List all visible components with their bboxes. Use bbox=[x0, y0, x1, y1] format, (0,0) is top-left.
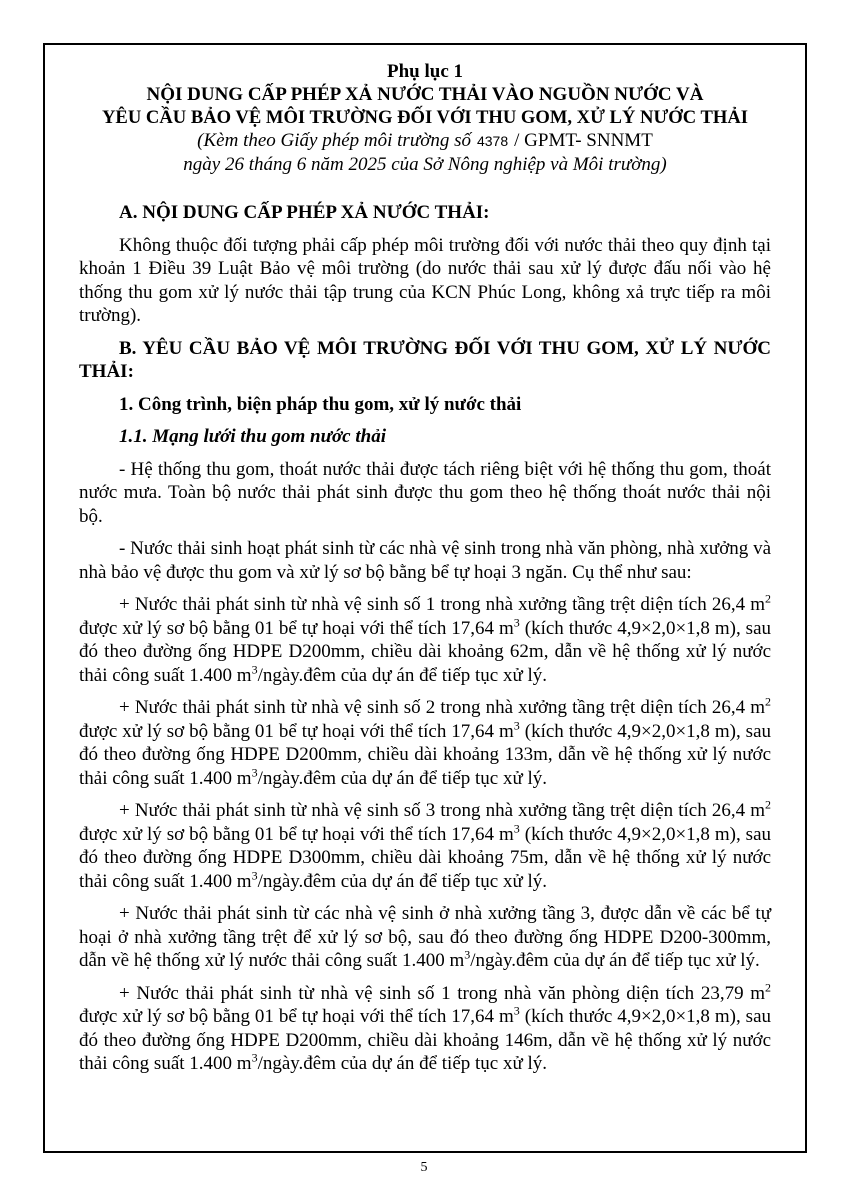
document-header bbox=[79, 60, 771, 176]
p4-part-d: /ngày.đêm của dự án để tiếp tục xử lý. bbox=[257, 767, 548, 789]
paragraph-3 bbox=[79, 593, 771, 687]
p6-part-b: /ngày.đêm của dự án để tiếp tục xử lý. bbox=[470, 950, 760, 971]
appendix-label: Phụ lục 1 bbox=[386, 61, 464, 82]
sup-2: 2 bbox=[765, 797, 771, 812]
p3-part-d: /ngày.đêm của dự án để tiếp tục xử lý. bbox=[257, 664, 548, 686]
sup-3: 3 bbox=[251, 662, 258, 677]
sup-2: 2 bbox=[765, 694, 771, 709]
p7-part-d: /ngày.đêm của dự án để tiếp tục xử lý. bbox=[257, 1053, 548, 1074]
p3-part-a: + Nước thải phát sinh từ nhà vệ sinh số 1 trong nhà xưởng tầng trệt diện tích 26,4 m bbox=[119, 594, 765, 615]
p7-part-b: được xử lý sơ bộ bằng 01 bể tự hoại với thể tích 17,64 m bbox=[79, 1006, 514, 1027]
title-line-1: NỘI DUNG CẤP PHÉP XẢ NƯỚC THẢI VÀO NGUỒN NƯỚC VÀ bbox=[146, 84, 704, 105]
p3-part-c: (kích thước 4,9×2,0×1,8 m), sau đó theo đường ống HDPE D200mm, chiều dài khoảng 62m, dẫn về hệ thống xử lý nước thải công suất 1.400 m bbox=[79, 617, 771, 686]
page-number: 5 bbox=[420, 1160, 428, 1175]
sup-3: 3 bbox=[513, 821, 520, 836]
date-line: ngày 26 tháng 6 năm 2025 của Sở Nông nghiệp và Môi trường) bbox=[183, 154, 667, 175]
sup-2: 2 bbox=[765, 980, 771, 995]
sup-3: 3 bbox=[251, 868, 258, 883]
section-a-heading: A. NỘI DUNG CẤP PHÉP XẢ NƯỚC THẢI: bbox=[119, 202, 490, 223]
paragraph-5 bbox=[79, 799, 771, 893]
title-line-2: YÊU CẦU BẢO VỆ MÔI TRƯỜNG ĐỐI VỚI THU GOM, XỬ LÝ NƯỚC THẢI bbox=[101, 107, 748, 128]
paragraph-2: - Nước thải sinh hoạt phát sinh từ các nhà vệ sinh trong nhà văn phòng, nhà xưởng và nhà bảo vệ được thu gom và xử lý sơ bộ bằng bể tự hoại 3 ngăn. Cụ thể như sau: bbox=[79, 538, 771, 583]
section-a-text: Không thuộc đối tượng phải cấp phép môi trường đối với nước thải theo quy định tại khoản 1 Điều 39 Luật Bảo vệ môi trường (do nước thải sau xử lý được đấu nối vào hệ thống thu gom xử lý nước thải tập trung của KCN Phúc Long, không xả trực tiếp ra môi trường). bbox=[79, 234, 771, 326]
p5-part-a: + Nước thải phát sinh từ nhà vệ sinh số 3 trong nhà xưởng tầng trệt diện tích 26,4 m bbox=[119, 800, 765, 821]
document-body bbox=[79, 60, 771, 1085]
p4-part-a: + Nước thải phát sinh từ nhà vệ sinh số 2 trong nhà xưởng tầng trệt diện tích 26,4 m bbox=[119, 697, 765, 718]
paragraph-4 bbox=[79, 696, 771, 790]
sup-3: 3 bbox=[251, 1050, 258, 1065]
ref-suffix: / GPMT- SNNMT bbox=[514, 130, 653, 151]
p5-part-b: được xử lý sơ bộ bằng 01 bể tự hoại với thể tích 17,64 m bbox=[79, 823, 514, 845]
subsection-1-1-heading: 1.1. Mạng lưới thu gom nước thải bbox=[119, 426, 386, 447]
p4-part-b: được xử lý sơ bộ bằng 01 bể tự hoại với thể tích 17,64 m bbox=[79, 720, 514, 742]
ref-number: 4378 bbox=[476, 133, 509, 149]
paragraph-7 bbox=[79, 982, 771, 1076]
p5-part-c: (kích thước 4,9×2,0×1,8 m), sau đó theo đường ống HDPE D300mm, chiều dài khoảng 75m, dẫn về hệ thống xử lý nước thải công suất 1.400 m bbox=[79, 823, 771, 892]
p5-part-d: /ngày.đêm của dự án để tiếp tục xử lý. bbox=[257, 870, 548, 892]
reference-line bbox=[79, 129, 771, 153]
paragraph-6 bbox=[79, 902, 771, 973]
sup-3: 3 bbox=[251, 765, 258, 780]
sup-3: 3 bbox=[513, 615, 520, 630]
p7-part-c: (kích thước 4,9×2,0×1,8 m), sau đó theo đường ống HDPE D200mm, chiều dài khoảng 146m, dẫn về hệ thống xử lý nước thải công suất 1.400 m bbox=[79, 1006, 771, 1074]
ref-prefix: (Kèm theo Giấy phép môi trường số bbox=[197, 130, 471, 151]
p6-part-a: + Nước thải phát sinh từ các nhà vệ sinh ở nhà xưởng tầng 3, được dẫn về các bể tự hoại ở nhà xưởng tầng trệt để xử lý sơ bộ, sau đó theo đường ống HDPE D200-300mm, dẫn về hệ thống xử lý nước thải công suất 1.400 m bbox=[79, 903, 771, 971]
sup-3: 3 bbox=[464, 947, 471, 962]
subsection-1-heading: 1. Công trình, biện pháp thu gom, xử lý nước thải bbox=[119, 393, 522, 415]
sup-2: 2 bbox=[765, 591, 771, 606]
sup-3: 3 bbox=[513, 718, 520, 733]
document-text bbox=[79, 201, 771, 1076]
sup-3: 3 bbox=[513, 1003, 520, 1018]
paragraph-1: - Hệ thống thu gom, thoát nước thải được tách riêng biệt với hệ thống thu gom, thoát nước mưa. Toàn bộ nước thải phát sinh được thu gom theo hệ thống thoát nước thải nội bộ. bbox=[79, 458, 771, 527]
p4-part-c: (kích thước 4,9×2,0×1,8 m), sau đó theo đường ống HDPE D200mm, chiều dài khoảng 133m, dẫn về hệ thống xử lý nước thải công suất 1.400 m bbox=[79, 720, 771, 789]
section-b-heading: B. YÊU CẦU BẢO VỆ MÔI TRƯỜNG ĐỐI VỚI THU GOM, XỬ LÝ NƯỚC THẢI: bbox=[79, 337, 771, 382]
p3-part-b: được xử lý sơ bộ bằng 01 bể tự hoại với thể tích 17,64 m bbox=[79, 617, 514, 639]
p7-part-a: + Nước thải phát sinh từ nhà vệ sinh số 1 trong nhà văn phòng diện tích 23,79 m bbox=[119, 982, 765, 1004]
